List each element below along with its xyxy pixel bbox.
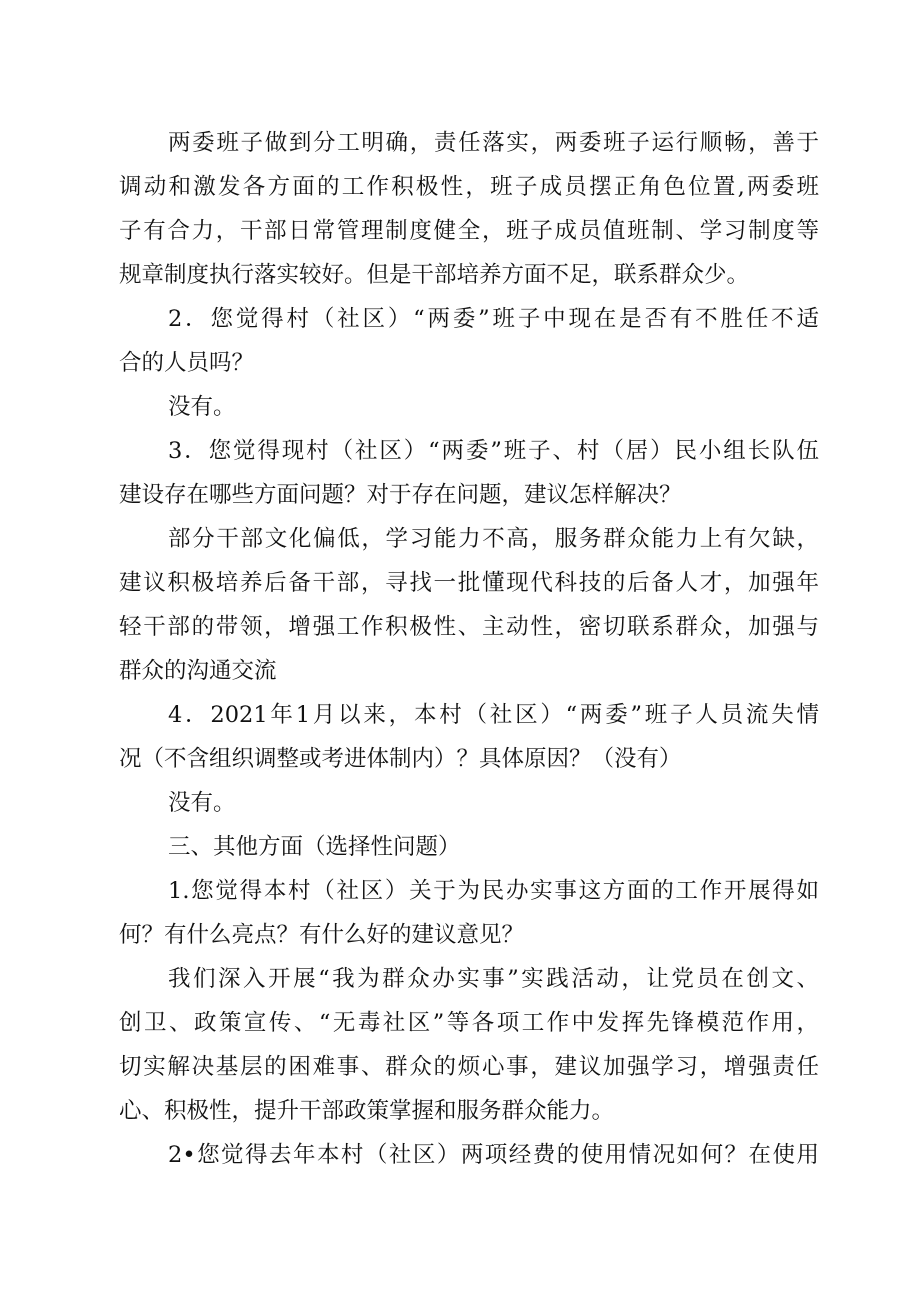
answer-line: 部分干部文化偏低，学习能力不高，服务群众能力上有欠缺， (168, 526, 819, 552)
question-line: 2•您觉得去年本村（社区）两项经费的使用情况如何？在使用 (168, 1142, 819, 1168)
question-line: 何？有什么亮点？有什么好的建议意见？ (119, 922, 525, 948)
paragraph-line: 两委班子做到分工明确，责任落实，两委班子运行顺畅，善于 (168, 130, 819, 156)
question-line: 3．您觉得现村（社区）“两委”班子、村（居）民小组长队伍 (168, 438, 819, 464)
question-line: 4．2021年1月以来，本村（社区）“两委”班子人员流失情 (168, 702, 819, 728)
paragraph-line: 子有合力，干部日常管理制度健全，班子成员值班制、学习制度等 (119, 218, 819, 244)
answer-line: 群众的沟通交流 (119, 658, 277, 684)
answer-line: 切实解决基层的困难事、群众的烦心事，建议加强学习，增强责任 (119, 1054, 819, 1080)
answer-line: 轻干部的带领，增强工作积极性、主动性，密切联系群众，加强与 (119, 614, 819, 640)
question-line: 合的人员吗？ (119, 350, 255, 376)
question-line: 建设存在哪些方面问题？对于存在问题，建议怎样解决？ (119, 482, 682, 508)
answer-line: 建议积极培养后备干部，寻找一批懂现代科技的后备人才，加强年 (119, 570, 819, 596)
question-line: 况（不含组织调整或考进体制内）？具体原因？（没有） (119, 746, 682, 772)
answer-line: 创卫、政策宣传、“无毒社区”等各项工作中发挥先锋模范作用， (119, 1010, 819, 1036)
paragraph-line: 规章制度执行落实较好。但是干部培养方面不足，联系群众少。 (119, 262, 750, 288)
answer-line: 我们深入开展“我为群众办实事”实践活动，让党员在创文、 (168, 966, 819, 992)
section-heading: 三、其他方面（选择性问题） (168, 834, 461, 860)
paragraph-line: 调动和激发各方面的工作积极性，班子成员摆正角色位置,两委班 (119, 174, 819, 200)
answer-line: 心、积极性，提升干部政策掌握和服务群众能力。 (119, 1098, 615, 1124)
question-line: 2．您觉得村（社区）“两委”班子中现在是否有不胜任不适 (168, 306, 819, 332)
answer-line: 没有。 (168, 394, 236, 420)
answer-line: 没有。 (168, 790, 236, 816)
question-line: 1.您觉得本村（社区）关于为民办实事这方面的工作开展得如 (168, 878, 819, 904)
